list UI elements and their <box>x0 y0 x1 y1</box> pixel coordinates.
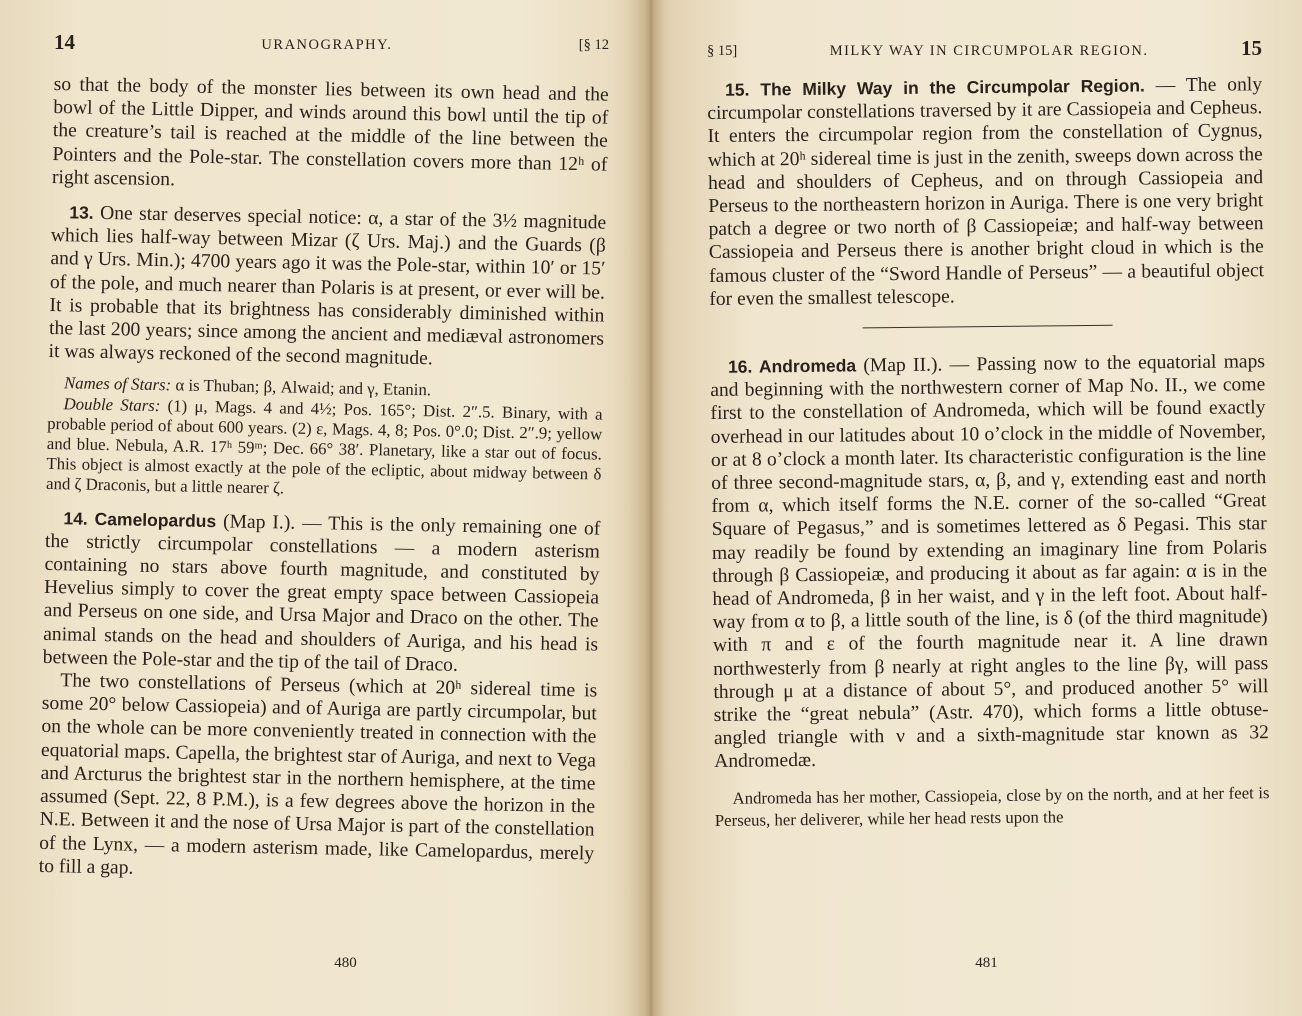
left-section-ref: [§ 12 <box>578 37 609 53</box>
section-16 <box>710 350 1269 773</box>
right-folio: 481 <box>975 955 998 971</box>
names-of-stars-text: α is Thuban; β, Alwaid; and γ, Etanin. <box>171 375 432 400</box>
section-15-text: — The only circumpolar constellations traversed by it are Cassiopeia and Cepheus. It enters the circumpolar region from the constellation of Cygnus, which at 20ʰ sidereal time is just in the zenith, sweeps down across the head and shoulders of Cepheus, and on through Cassiopeia and Perseus to the northeastern horizon in Auriga. There is one very bright patch a degree or two north of β Cassiopeiæ; and half-way between Cassiopeia and Perseus there is another bright cloud in which is the famous cluster of the “Sword Handle of Perseus” — a beautiful object for even the smallest telescope. <box>707 74 1265 310</box>
section-16-note: Andromeda has her mother, Cassiopeia, close by on the north, and at her feet is Perseus, her deliverer, while her head rests upon the <box>714 782 1270 830</box>
left-body-text <box>39 73 609 888</box>
section-13-text: One star deserves special notice: α, a star of the 3½ magnitude which lies half-way between Mizar (ζ Urs. Maj.) and the Guards (β and γ Urs. Min.); 4700 years ago it was the Pole-star, within 10′ or 15′ of the pole, and much nearer than Polaris is at present, or ever will be. It is probable that its brightness has considerably diminished within the last 200 years; since among the ancient and mediæval astronomers it was always reckoned of the second magnitude. <box>48 202 607 370</box>
section-divider-rule <box>862 325 1112 329</box>
right-page-number: 15 <box>1240 36 1262 60</box>
section-14-text: (Map I.). — This is the only remaining one of the strictly circumpolar constellations — a modern asterism containing no stars above fourth magnitude, and constituted by Hevelius simply to cover the great empty space between Cassiopeia and Perseus on one side, and Ursa Major and Draco on the other. The animal stands on the head and shoulders of Auriga, and his head is between the Pole-star and the tip of the tail of Draco. <box>42 510 601 676</box>
section-14-title: Camelopardus <box>87 508 217 531</box>
section-14 <box>43 507 601 680</box>
double-stars-text: (1) μ, Mags. 4 and 4½; Pos. 165°; Dist. 2″.5. Binary, with a probable period of about 600 years. (2) ε, Mags. 4, 8; Pos. 0°.0; Dist. 2″.9; yellow and blue. Nebula, A.R. 17ʰ 59ᵐ; Dec. 66° 38′. Planetary, like a star out of focus. This object is almost exactly at the pole of the ecliptic, about midway between δ and ζ Draconis, but a little nearer ζ. <box>45 395 603 498</box>
left-folio: 480 <box>334 955 357 971</box>
right-body-text <box>707 73 1270 831</box>
section-13-note <box>46 373 603 505</box>
left-running-head <box>54 30 609 55</box>
section-14-number: 14. <box>63 507 88 529</box>
section-16-title: Andromeda <box>752 355 857 377</box>
section-16-number: 16. <box>727 356 753 377</box>
continued-paragraph: so that the body of the monster lies between its own head and the bowl of the Little Dipper, and winds around this bowl until the tip of the creature’s tail is reached at the middle of the line between the Pointers and the Pole-star. The constellation covers more than 12ʰ of right ascension. <box>51 73 609 191</box>
right-running-head <box>707 36 1262 61</box>
left-running-title: URANOGRAPHY. <box>261 37 393 53</box>
section-14-paragraph-2: The two constellations of Perseus (which at 20ʰ sidereal time is some 20° below Cassiopeia) and of Auriga are partly circumpolar, but on the whole can be more conveniently treated in connection with the equatorial maps. Capella, the brightest star of Auriga, and next to Vega and Arcturus the brightest star in the northern hemisphere, at the time assumed (Sept. 22, 8 P.M.), is a few degrees above the horizon in the N.E. Between it and the nose of Ursa Major is part of the constellation of the Lynx, — a modern asterism made, like Camelopardus, merely to fill a gap. <box>38 670 598 879</box>
left-page-number: 14 <box>54 30 75 54</box>
right-section-ref: § 15] <box>707 43 738 59</box>
section-13 <box>48 201 606 374</box>
section-15-title: The Milky Way in the Circumpolar Region. <box>749 75 1145 100</box>
section-13-number: 13. <box>69 202 94 223</box>
double-stars-label: Double Stars: <box>63 393 161 415</box>
section-15-number: 15. <box>725 79 750 100</box>
double-stars-note <box>46 394 603 506</box>
names-of-stars-label: Names of Stars: <box>63 373 172 395</box>
right-page <box>651 0 1302 1016</box>
section-15 <box>707 73 1264 311</box>
section-16-text: (Map II.). — Passing now to the equatorial maps and beginning with the northwestern corner of Map No. II., we come first to the constellation of Andromeda, which will be found exactly overhead in our latitudes about 10 o’clock in the middle of November, or at 8 o’clock a month later. Its characteristic configuration is the line of three second-magnitude stars, α, β, and γ, extending east and north from α, which itself forms the N.E. corner of the so-called “Great Square of Pegasus,” and is sometimes lettered as δ Pegasi. This star may readily be found by extending an imaginary line from Polaris through β Cassiopeiæ, and producing it about as far again: α is in the head of Andromeda, β in her waist, and γ in the left foot. About half-way from α to β, a little south of the line, is δ (of the third magnitude) with π and ε of the fourth magnitude near it. A line drawn northwesterly from β nearly at right angles to the line βγ, will pass through μ at a distance of about 5°, and produced another 5° will strike the “great nebula” (Astr. 470), which forms a little obtuse-angled triangle with ν and a sixth-magnitude star known as 32 Andromedæ. <box>710 351 1269 773</box>
right-running-title: MILKY WAY IN CIRCUMPOLAR REGION. <box>829 43 1149 59</box>
